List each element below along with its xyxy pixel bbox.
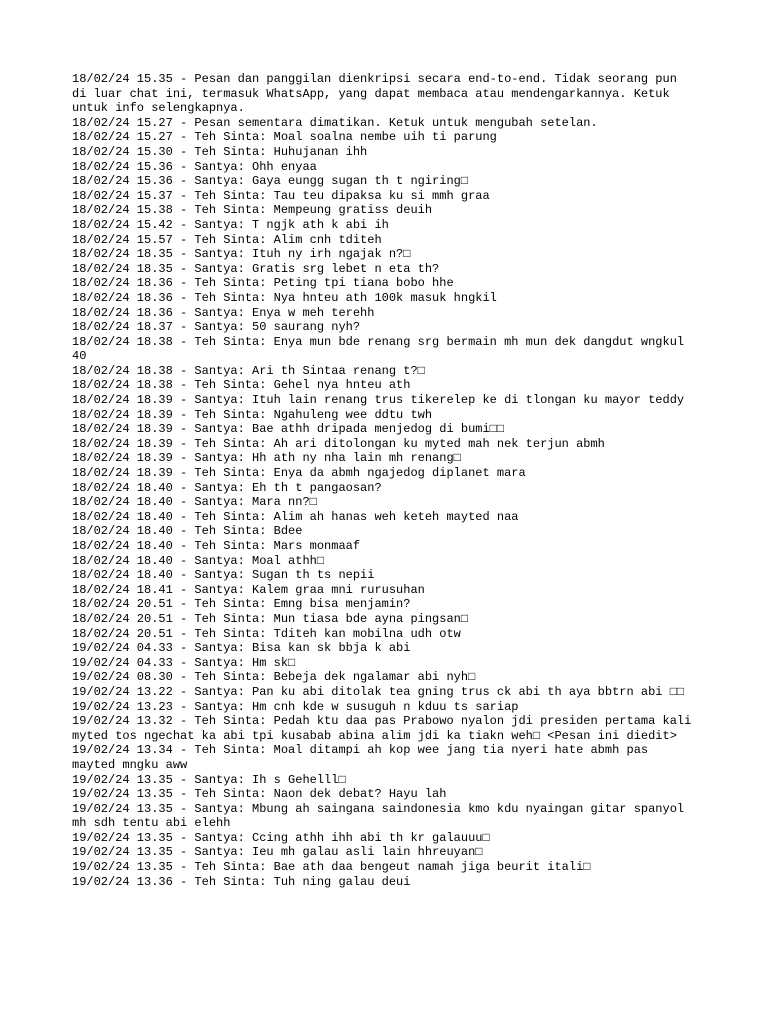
chat-line: 18/02/24 15.37 - Teh Sinta: Tau teu dipaksa ku si mmh graa xyxy=(72,188,490,203)
chat-line: 18/02/24 15.42 - Santya: T ngjk ath k abi ih xyxy=(72,217,389,232)
chat-line: 18/02/24 18.36 - Santya: Enya w meh terehh xyxy=(72,305,375,320)
chat-line: 18/02/24 18.40 - Santya: Mara nn?□ xyxy=(72,495,317,510)
chat-line: 18/02/24 20.51 - Teh Sinta: Tditeh kan mobilna udh otw xyxy=(72,626,461,641)
chat-line: 19/02/24 08.30 - Teh Sinta: Bebeja dek ngalamar abi nyh□ xyxy=(72,670,476,685)
chat-line: 18/02/24 18.35 - Santya: Gratis srg lebet n eta th? xyxy=(72,261,440,276)
chat-line: 18/02/24 20.51 - Teh Sinta: Mun tiasa bde ayna pingsan□ xyxy=(72,611,469,626)
chat-line: 18/02/24 18.40 - Teh Sinta: Alim ah hanas weh keteh mayted naa xyxy=(72,509,519,524)
chat-line: 18/02/24 18.39 - Teh Sinta: Enya da abmh ngajedog diplanet mara xyxy=(72,466,526,481)
chat-line: 18/02/24 18.38 - Teh Sinta: Gehel nya hnteu ath xyxy=(72,378,411,393)
chat-line: 19/02/24 13.32 - Teh Sinta: Pedah ktu daa pas Prabowo nyalon jdi presiden pertama kali myted tos ngechat ka abi tpi kusabab abina alim jdi ka tiakn weh□ <Pesan ini diedit> xyxy=(72,714,699,743)
chat-line: 18/02/24 15.57 - Teh Sinta: Alim cnh tditeh xyxy=(72,232,382,247)
chat-line: 19/02/24 13.35 - Teh Sinta: Naon dek debat? Hayu lah xyxy=(72,787,447,802)
chat-line: 18/02/24 15.38 - Teh Sinta: Mempeung gratiss deuih xyxy=(72,203,433,218)
chat-line: 18/02/24 15.27 - Teh Sinta: Moal soalna nembe uih ti parung xyxy=(72,130,497,145)
chat-line: 18/02/24 15.36 - Santya: Gaya eungg sugan th t ngiring□ xyxy=(72,174,469,189)
chat-line: 19/02/24 13.35 - Teh Sinta: Bae ath daa bengeut namah jiga beurit itali□ xyxy=(72,860,591,875)
chat-line: 18/02/24 18.41 - Santya: Kalem graa mni rurusuhan xyxy=(72,582,425,597)
chat-line: 18/02/24 18.39 - Santya: Ituh lain renang trus tikerelep ke di tlongan ku mayor teddy xyxy=(72,393,685,408)
chat-line: 18/02/24 18.36 - Teh Sinta: Peting tpi tiana bobo hhe xyxy=(72,276,454,291)
chat-export-document xyxy=(72,72,698,889)
chat-line: 19/02/24 13.23 - Santya: Hm cnh kde w susuguh n kduu ts sariap xyxy=(72,699,519,714)
chat-line: 18/02/24 18.40 - Teh Sinta: Bdee xyxy=(72,524,303,539)
chat-line: 19/02/24 13.35 - Santya: Ccing athh ihh abi th kr galauuu□ xyxy=(72,830,490,845)
chat-line: 18/02/24 18.40 - Teh Sinta: Mars monmaaf xyxy=(72,539,361,553)
chat-line: 18/02/24 18.40 - Santya: Moal athh□ xyxy=(72,553,325,568)
chat-line: 18/02/24 18.38 - Teh Sinta: Enya mun bde renang srg bermain mh mun dek dangdut wngkul 40 xyxy=(72,334,692,364)
chat-line: 18/02/24 18.40 - Santya: Sugan th ts nepii xyxy=(72,568,375,583)
chat-line: 18/02/24 18.39 - Teh Sinta: Ngahuleng wee ddtu twh xyxy=(72,407,433,422)
chat-line: 19/02/24 13.22 - Santya: Pan ku abi ditolak tea gning trus ck abi th aya bbtrn abi □□ xyxy=(72,684,685,699)
chat-line: 18/02/24 15.36 - Santya: Ohh enyaa xyxy=(72,159,317,174)
chat-line: 18/02/24 15.30 - Teh Sinta: Huhujanan ihh xyxy=(72,144,368,159)
chat-line: 19/02/24 13.36 - Teh Sinta: Tuh ning galau deui xyxy=(72,874,411,889)
chat-line: 18/02/24 18.40 - Santya: Eh th t pangaosan? xyxy=(72,480,382,495)
chat-line: 18/02/24 18.35 - Santya: Ituh ny irh ngajak n?□ xyxy=(72,247,411,262)
chat-line: 18/02/24 18.39 - Santya: Hh ath ny nha lain mh renang□ xyxy=(72,451,461,466)
chat-line: 18/02/24 15.35 - Pesan dan panggilan dienkripsi secara end-to-end. Tidak seorang pun di luar chat ini, termasuk WhatsApp, yang dapat membaca atau mendengarkannya. Ketuk untuk info selengkapnya. xyxy=(72,72,685,116)
chat-line: 19/02/24 13.35 - Santya: Ih s Gehelll□ xyxy=(72,772,346,787)
chat-line: 19/02/24 04.33 - Santya: Bisa kan sk bbja k abi xyxy=(72,641,411,656)
chat-line: 19/02/24 13.35 - Santya: Mbung ah saingana saindonesia kmo kdu nyaingan gitar spanyol mh sdh tentu abi elehh xyxy=(72,801,692,831)
chat-line: 18/02/24 18.37 - Santya: 50 saurang nyh? xyxy=(72,320,361,335)
chat-line: 19/02/24 13.34 - Teh Sinta: Moal ditampi ah kop wee jang tia nyeri hate abmh pas mayted mngku aww xyxy=(72,743,656,772)
chat-line: 18/02/24 20.51 - Teh Sinta: Emng bisa menjamin? xyxy=(72,597,411,612)
chat-line: 18/02/24 15.27 - Pesan sementara dimatikan. Ketuk untuk mengubah setelan. xyxy=(72,115,598,130)
chat-line: 18/02/24 18.36 - Teh Sinta: Nya hnteu ath 100k masuk hngkil xyxy=(72,290,497,305)
chat-line: 19/02/24 13.35 - Santya: Ieu mh galau asli lain hhreuyan□ xyxy=(72,845,483,860)
chat-line: 18/02/24 18.38 - Santya: Ari th Sintaa renang t?□ xyxy=(72,363,425,378)
chat-line: 18/02/24 18.39 - Santya: Bae athh dripada menjedog di bumi□□ xyxy=(72,422,505,437)
chat-line: 19/02/24 04.33 - Santya: Hm sk□ xyxy=(72,655,296,670)
chat-line: 18/02/24 18.39 - Teh Sinta: Ah ari ditolongan ku myted mah nek terjun abmh xyxy=(72,436,605,451)
